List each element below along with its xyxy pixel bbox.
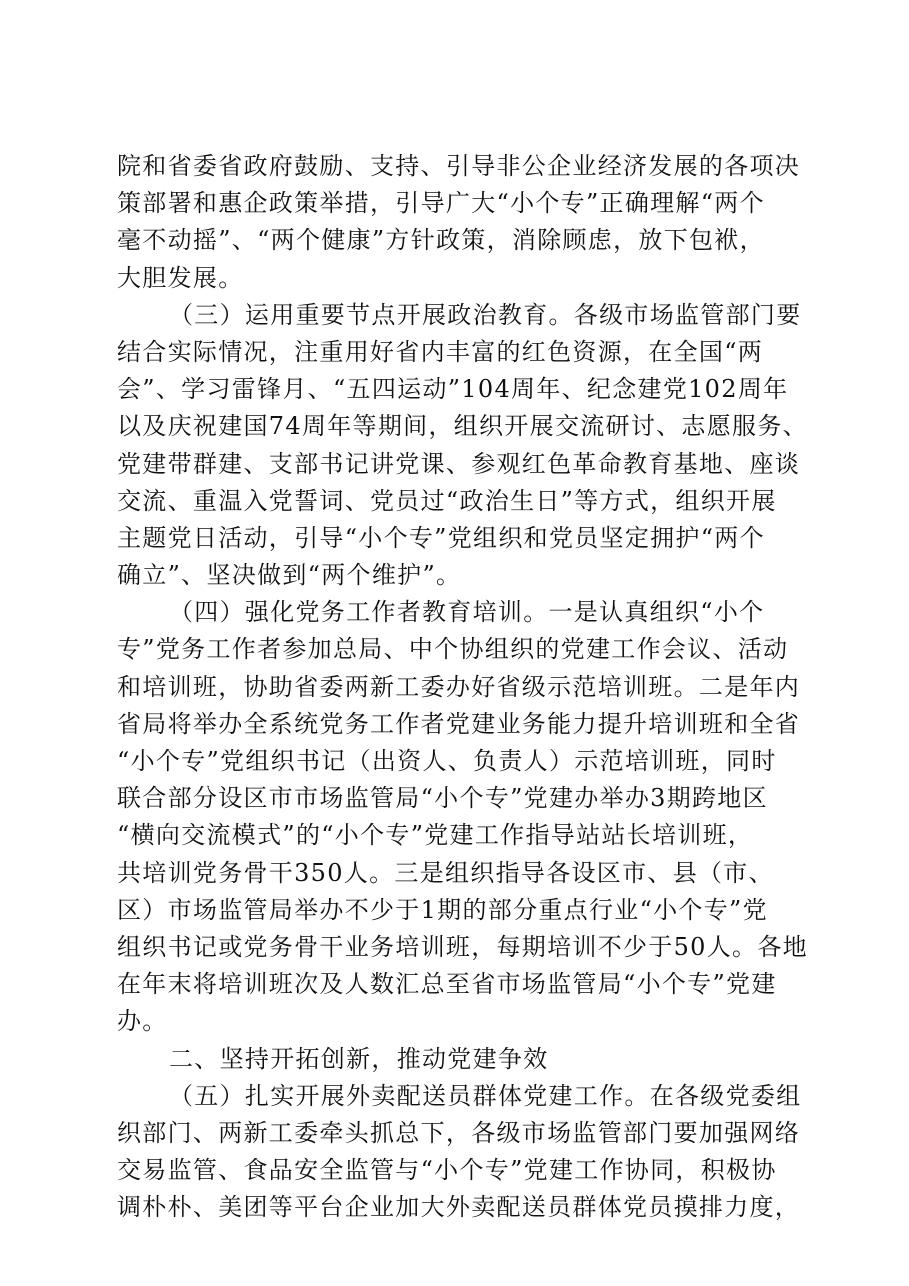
- text-line: 交易监管、食品安全监管与“小个专”党建工作协同，积极协: [117, 1156, 777, 1185]
- text-line: 组织书记或党务骨干业务培训班，每期培训不少于50人。各地: [117, 932, 808, 961]
- text-line: 以及庆祝建国74周年等期间，组织开展交流研讨、志愿服务、: [117, 412, 808, 441]
- text-line: （五）扎实开展外卖配送员群体党建工作。在各级党委组: [169, 1081, 802, 1110]
- text-line: 党建带群建、支部书记讲党课、参观红色革命教育基地、座谈: [117, 449, 801, 478]
- text-line: 办。: [117, 1007, 168, 1036]
- text-line: 区）市场监管局举办不少于1期的部分重点行业“小个专”党: [117, 895, 768, 924]
- text-line: 策部署和惠企政策举措，引导广大“小个专”正确理解“两个: [117, 189, 765, 218]
- text-line: 院和省委省政府鼓励、支持、引导非公企业经济发展的各项决: [117, 152, 801, 180]
- text-line: （四）强化党务工作者教育培训。一是认真组织“小个: [169, 598, 765, 627]
- text-line: 织部门、两新工委牵头抓总下，各级市场监管部门要加强网络: [117, 1118, 801, 1147]
- text-line: 专”党务工作者参加总局、中个协组织的党建工作会议、活动: [117, 635, 789, 664]
- text-line: 大胆发展。: [117, 263, 244, 292]
- text-line: 毫不动摇”、“两个健康”方针政策，消除顾虑，放下包袱，: [117, 226, 765, 255]
- document-body: [117, 148, 808, 1226]
- text-line: 主题党日活动，引导“小个专”党组织和党员坚定拥护“两个: [117, 523, 765, 552]
- text-line: 共培训党务骨干350人。三是组织指导各设区市、县（市、: [117, 858, 774, 887]
- text-line: “小个专”党组织书记（出资人、负责人）示范培训班，同时: [117, 747, 777, 775]
- text-line: 二、坚持开拓创新，推动党建争效: [169, 1044, 549, 1073]
- text-line: 结合实际情况，注重用好省内丰富的红色资源，在全国“两: [117, 337, 764, 366]
- text-line: “横向交流模式”的“小个专”党建工作指导站站长培训班，: [117, 821, 754, 850]
- text-line: 和培训班，协助省委两新工委办好省级示范培训班。二是年内: [117, 672, 801, 701]
- text-line: 会”、学习雷锋月、“五四运动”104周年、纪念建党102周年: [117, 375, 789, 404]
- text-line: 交流、重温入党誓词、党员过“政治生日”等方式，组织开展: [117, 486, 777, 515]
- text-line: 确立”、坚决做到“两个维护”。: [117, 561, 462, 590]
- text-line: 调朴朴、美团等平台企业加大外卖配送员群体党员摸排力度，: [117, 1193, 801, 1222]
- text-line: 联合部分设区市市场监管局“小个专”党建办举办3期跨地区: [117, 784, 768, 813]
- text-line: 省局将举办全系统党务工作者党建业务能力提升培训班和全省: [117, 709, 801, 738]
- text-line: 在年末将培训班次及人数汇总至省市场监管局“小个专”党建: [117, 970, 777, 999]
- text-line: （三）运用重要节点开展政治教育。各级市场监管部门要: [169, 300, 802, 329]
